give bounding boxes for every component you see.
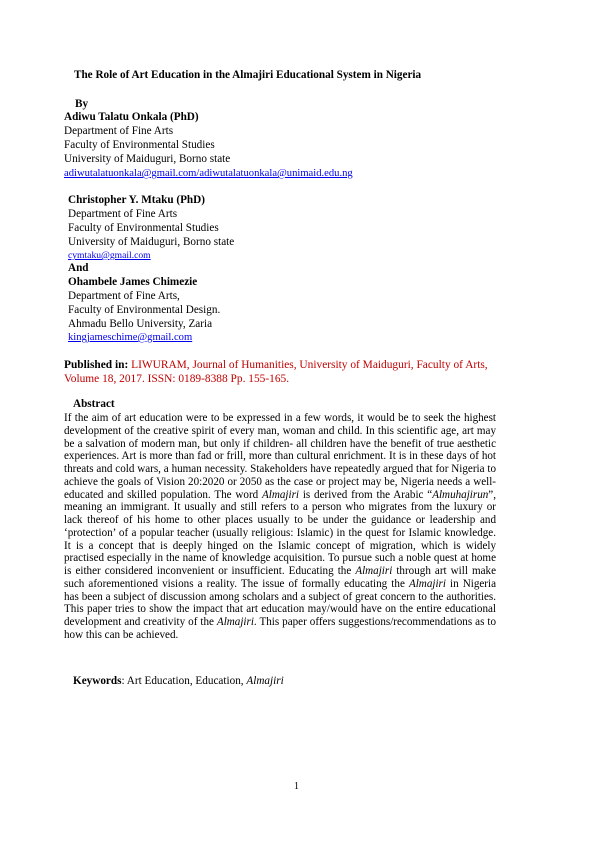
abstract-body: If the aim of art education were to be expressed in a few words, it would be to seek the highest development of the creative spirit of every man, woman and child. In this scientific age, art may be a salvation of modern man, but only if children- all children have the benefit of true aesthetic experiences. Art is more than fad or frill, more than cultural enrichment. It is in these days of hot threats and cold wars, a human necessity. Stakeholders have repeatedly argued that for Nigeria to achieve the goals of Vision 20:2020 or 2050 as the case or project may be, Nigeria needs a well-educated and skilled population. The word Almajiri is derived from the Arabic “Almuhajirun”, meaning an immigrant. It usually and still refers to a person who migrates from the luxury or lack thereof of his home to other places usually to be under the guidance or leadership and ‘protection’ of a popular teacher (usually religious: Islamic) in the quest for Islamic knowledge. It is a concept that is deeply hinged on the Islamic concept of migration, which is widely practised especially in the name of knowledge acquisition. To pursue such a noble quest at home is either considered inconvenient or insufficient. Educating the Almajiri through art will make such aforementioned visions a reality. The issue of formally educating the Almajiri in Nigeria has been a subject of discussion among scholars and a subject of great concern to the authorities. This paper tries to show the impact that art education may/would have on the entire educational development and creativity of the Almajiri. This paper offers suggestions/recommendations as to how this can be achieved.: [64, 412, 497, 641]
author1-name: Adiwu Talatu Onkala (PhD): [64, 111, 199, 123]
keywords-text: : Art Education, Education,: [121, 675, 247, 687]
published-volume: Volume 18, 2017. ISSN: 0189-8388 Pp. 155-165.: [64, 373, 290, 385]
author3-name: Ohambele James Chimezie: [68, 276, 198, 288]
author2-email-link[interactable]: cymtaku@gmail.com: [68, 250, 151, 261]
author2-name: Christopher Y. Mtaku (PhD): [68, 194, 205, 206]
author2-department: Department of Fine Arts: [68, 208, 178, 220]
abstract-heading: Abstract: [73, 398, 115, 410]
author3-university: Ahmadu Bello University, Zaria: [68, 318, 213, 330]
keywords-italic: Almajiri: [246, 675, 284, 687]
keywords-label: Keywords: [73, 675, 122, 687]
author3-faculty: Faculty of Environmental Design.: [68, 304, 221, 316]
author3-department: Department of Fine Arts,: [68, 290, 180, 302]
paper-title: The Role of Art Education in the Almajiri Educational System in Nigeria: [74, 69, 422, 81]
author3-email-link[interactable]: kingjameschime@gmail.com: [68, 332, 193, 343]
by-label: By: [75, 98, 89, 110]
author2-university: University of Maiduguri, Borno state: [68, 236, 235, 248]
page-number: 1: [294, 781, 299, 792]
and-label: And: [68, 262, 89, 274]
author1-department: Department of Fine Arts: [64, 125, 174, 137]
author2-faculty: Faculty of Environmental Studies: [68, 222, 219, 234]
author1-email-link[interactable]: adiwutalatuonkala@gmail.com/adiwutalatuonkala@unimaid.edu.ng: [64, 168, 353, 179]
published-line-1: [64, 359, 488, 372]
published-label: Published in:: [64, 359, 129, 371]
author1-university: University of Maiduguri, Borno state: [64, 153, 231, 165]
keywords-line: [73, 675, 284, 687]
published-journal: LIWURAM, Journal of Humanities, University of Maiduguri, Faculty of Arts,: [128, 359, 488, 371]
author1-faculty: Faculty of Environmental Studies: [64, 139, 215, 151]
